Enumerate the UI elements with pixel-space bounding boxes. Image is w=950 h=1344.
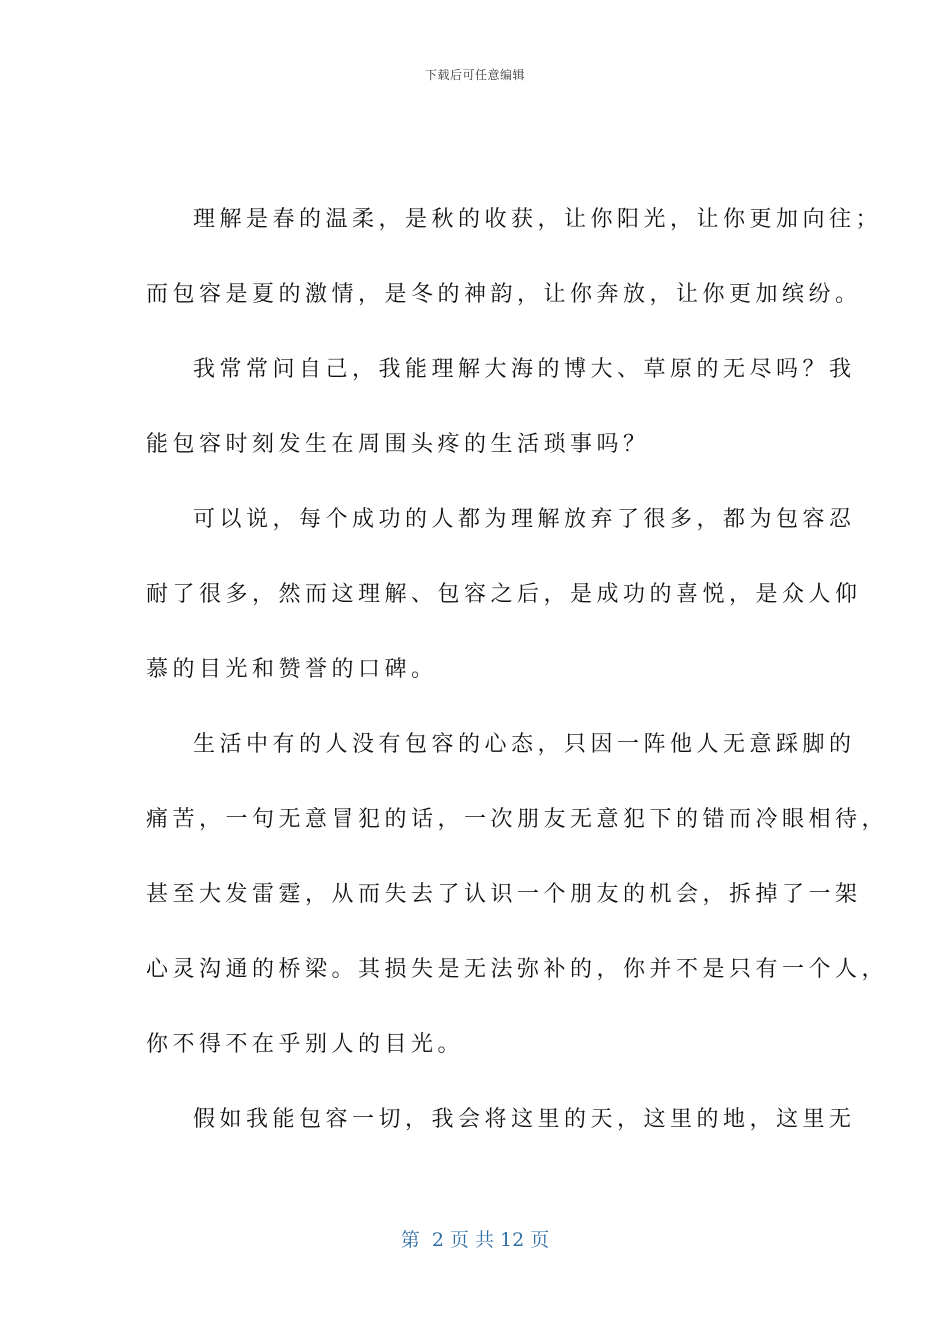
text-line: 慕的目光和赞誉的口碑。	[146, 657, 438, 682]
text-line: 可以说，每个成功的人都为理解放弃了很多，都为包容忍	[193, 507, 856, 532]
page-header: 下载后可任意编辑	[424, 68, 525, 82]
page-number-footer: 第 2 页 共 12 页	[400, 1229, 550, 1251]
text-line: 生活中有的人没有包容的心态，只因一阵他人无意踩脚的	[193, 732, 856, 757]
text-line: 痛苦，一句无意冒犯的话，一次朋友无意犯下的错而冷眼相待，	[146, 807, 889, 832]
text-line: 甚至大发雷霆，从而失去了认识一个朋友的机会，拆掉了一架	[146, 882, 862, 907]
text-line: 我常常问自己，我能理解大海的博大、草原的无尽吗？我	[193, 357, 856, 382]
text-line: 能包容时刻发生在周围头疼的生活琐事吗？	[146, 432, 650, 457]
text-line: 耐了很多，然而这理解、包容之后，是成功的喜悦，是众人仰	[146, 582, 862, 607]
text-line: 而包容是夏的激情，是冬的神韵，让你奔放，让你更加缤纷。	[146, 282, 862, 307]
text-line: 你不得不在乎别人的目光。	[146, 1032, 465, 1057]
text-line: 理解是春的温柔，是秋的收获，让你阳光，让你更加向往；	[193, 207, 883, 232]
text-line: 心灵沟通的桥梁。其损失是无法弥补的，你并不是只有一个人，	[146, 957, 889, 982]
text-line: 假如我能包容一切，我会将这里的天，这里的地，这里无	[193, 1107, 856, 1132]
